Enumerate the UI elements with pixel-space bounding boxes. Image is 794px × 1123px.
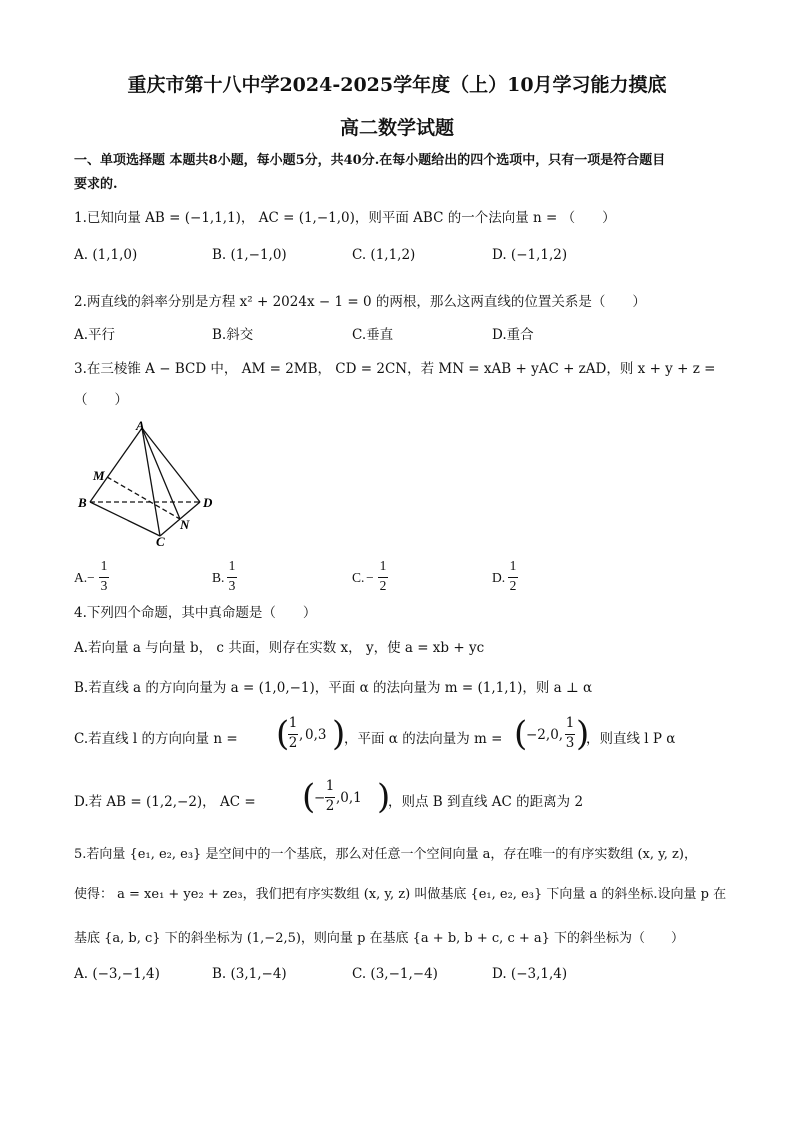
q5-option-d: D. (−3,1,4) — [492, 966, 568, 982]
q5-line3: 基底 {a, b, c} 下的斜坐标为 (1,−2,5)，则向量 p 在基底 {a + b, b + c, c + a} 下的斜坐标为（ ） — [74, 931, 685, 946]
q4-option-c: C.若直线 l 的方向向量 n = ( 1 2 , 0,3 ) ，平面 α 的法向量为 m = ( −2,0, 1 3 ) ，则直线 l P α — [74, 714, 676, 754]
q5-option-c: C. (3,−1,−4) — [352, 966, 438, 982]
label-n: N — [180, 517, 190, 532]
q1-option-d: D. (−1,1,2) — [492, 247, 568, 263]
q5-option-b: B. (3,1,−4) — [212, 966, 287, 982]
q1-option-b: B. (1,−1,0) — [212, 247, 287, 263]
q2-option-a: A.平行 — [74, 327, 116, 343]
q4-option-a: A.若向量 a 与向量 b， c 共面，则存在实数 x， y，使 a = xb + yc — [74, 640, 485, 656]
label-c: C — [156, 534, 165, 548]
q3-stem-line2: （ ） — [74, 392, 128, 408]
label-a: A — [136, 418, 145, 433]
q1-option-a: A. (1,1,0) — [74, 247, 138, 263]
q4-stem: 4.下列四个命题，其中真命题是（ ） — [74, 605, 317, 621]
q1-option-c: C. (1,1,2) — [352, 247, 416, 263]
page-title: 重庆市第十八中学2024-2025学年度（上）10月学习能力摸底 — [127, 74, 667, 96]
section-heading-line1: 一、单项选择题 本题共8小题，每小题5分，共40分.在每小题给出的四个选项中，只有一项是符合题目 — [74, 153, 666, 168]
q4-option-d: D.若 AB = (1,2,−2)， AC = ( − 1 2 ,0,1 ) ，则点 B 到直线 AC 的距离为 2 — [74, 777, 584, 817]
q1-stem: 1.已知向量 AB = (−1,1,1)， AC = (1,−1,0)，则平面 ABC 的一个法向量 n = （ ） — [74, 210, 616, 226]
q2-option-c: C.垂直 — [352, 327, 394, 343]
q2-stem: 2.两直线的斜率分别是方程 x² + 2024x − 1 = 0 的两根，那么这两直线的位置关系是（ ） — [74, 294, 646, 310]
q2-option-b: B.斜交 — [212, 327, 254, 343]
label-b: B — [78, 495, 87, 510]
q3-stem-line1: 3.在三棱锥 A − BCD 中， AM = 2MB， CD = 2CN，若 MN = xAB + yAC + zAD，则 x + y + z = — [74, 361, 716, 377]
q4-option-b: B.若直线 a 的方向向量为 a = (1,0,−1)，平面 α 的法向量为 m = (1,1,1)，则 a ⊥ α — [74, 680, 593, 696]
label-m: M — [93, 468, 105, 483]
tetrahedron-figure — [76, 418, 226, 548]
label-d: D — [203, 495, 213, 510]
q2-option-d: D.重合 — [492, 327, 534, 343]
q5-line1: 5.若向量 {e₁, e₂, e₃} 是空间中的一个基底，那么对任意一个空间向量 a，存在唯一的有序实数组 (x, y, z)， — [74, 847, 697, 862]
q5-option-a: A. (−3,−1,4) — [74, 966, 160, 982]
page-subtitle: 高二数学试题 — [339, 117, 454, 139]
q5-line2: 使得： a = xe₁ + ye₂ + ze₃，我们把有序实数组 (x, y, z) 叫做基底 {e₁, e₂, e₃} 下向量 a 的斜坐标.设向量 p 在 — [74, 887, 727, 902]
section-heading-line2: 要求的. — [74, 177, 118, 192]
